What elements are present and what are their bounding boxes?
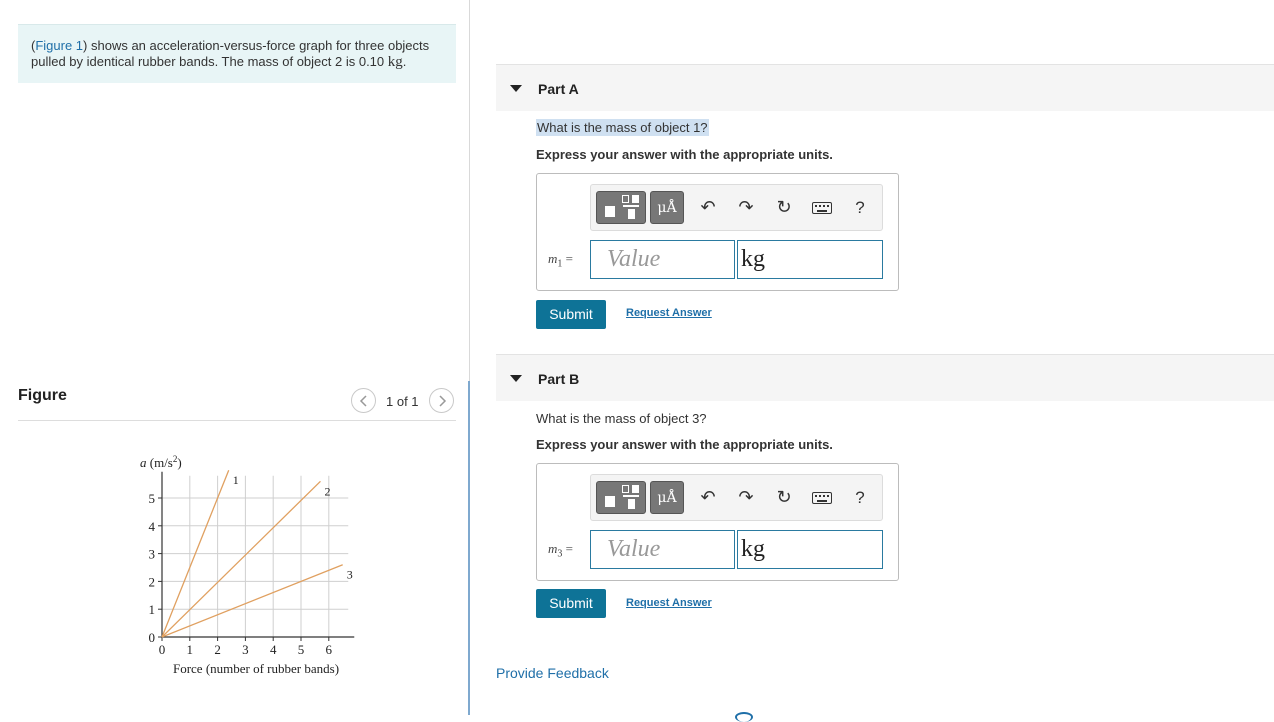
variable-label: $m_3$ =	[548, 541, 573, 560]
templates-button[interactable]	[596, 191, 646, 224]
y-tick-label: 0	[148, 630, 155, 645]
request-answer-link[interactable]: Request Answer	[626, 307, 712, 319]
figure-1-link[interactable]: Figure 1	[35, 38, 84, 53]
x-tick-label: 6	[325, 642, 333, 657]
series-label-2: 2	[324, 484, 331, 499]
previous-figure-button[interactable]	[351, 388, 376, 413]
x-tick-label: 0	[158, 642, 166, 657]
acceleration-force-chart	[130, 448, 360, 683]
redo-icon[interactable]: ↷	[738, 197, 754, 218]
figure-count: 1 of 1	[386, 394, 419, 409]
y-tick-label: 4	[148, 518, 155, 534]
x-tick-label: 2	[214, 642, 221, 657]
provide-feedback-link[interactable]: Provide Feedback	[496, 665, 609, 681]
paren-open: (	[31, 38, 36, 53]
reset-icon[interactable]: ↻	[776, 197, 792, 218]
part-a-question-text: What is the mass of object 1?	[537, 120, 708, 135]
undo-icon[interactable]: ↶	[700, 197, 716, 218]
request-answer-link[interactable]: Request Answer	[626, 597, 712, 609]
part-a-instruction: Express your answer with the appropriate units.	[536, 147, 833, 162]
redo-icon[interactable]: ↷	[738, 487, 754, 508]
y-tick-label: 3	[148, 546, 155, 562]
left-panel	[0, 0, 470, 717]
x-tick-label: 3	[242, 642, 249, 657]
caret-down-icon	[510, 375, 522, 382]
figure-title: Figure	[18, 387, 67, 404]
unit-input[interactable]: kg	[737, 240, 883, 279]
y-axis-label: a $(m/s^2)$	[140, 454, 182, 470]
submit-button[interactable]: Submit	[536, 589, 606, 618]
keyboard-icon[interactable]	[808, 481, 836, 514]
mass-unit: kg	[387, 54, 403, 70]
part-b-instruction: Express your answer with the appropriate units.	[536, 437, 833, 452]
x-tick-label: 5	[297, 642, 305, 657]
part-b-header[interactable]	[496, 354, 1274, 401]
y-tick-label: 2	[148, 574, 155, 590]
chevron-left-icon	[359, 395, 369, 407]
units-symbols-button[interactable]: μÅ	[650, 191, 684, 224]
figure-divider	[18, 420, 456, 421]
submit-button[interactable]: Submit	[536, 300, 606, 329]
part-b-title: Part B	[538, 371, 580, 387]
keyboard-icon[interactable]	[808, 191, 836, 224]
part-b-answer-box	[536, 463, 899, 581]
value-input[interactable]: Value	[590, 240, 735, 279]
period: .	[402, 54, 407, 69]
part-a-title: Part A	[538, 81, 579, 97]
help-button[interactable]: ?	[855, 198, 865, 217]
reset-icon[interactable]: ↻	[776, 487, 792, 508]
part-a-header[interactable]	[496, 64, 1274, 111]
next-figure-button[interactable]	[429, 388, 454, 413]
panel-resize-handle[interactable]	[468, 381, 470, 715]
chart-ticks	[149, 491, 333, 657]
part-a-question	[536, 120, 709, 135]
x-tick-label: 4	[269, 642, 277, 657]
y-tick-label: 5	[148, 491, 155, 506]
chart-grid	[162, 476, 348, 637]
scroll-indicator	[735, 712, 753, 722]
part-a-answer-box	[536, 173, 899, 291]
series-line-3	[162, 565, 343, 637]
x-tick-label: 1	[186, 642, 194, 657]
caret-down-icon	[510, 85, 522, 92]
problem-text: ) shows an acceleration-versus-force graph for three objects pulled by identical rubber bands. The mass of object 2 is 0.10	[31, 38, 430, 69]
units-symbols-button[interactable]: μÅ	[650, 481, 684, 514]
part-b-question: What is the mass of object 3?	[536, 411, 707, 426]
chevron-right-icon	[437, 395, 447, 407]
help-button[interactable]: ?	[855, 488, 865, 507]
unit-input[interactable]: kg	[737, 530, 883, 569]
math-toolbar	[590, 184, 883, 231]
problem-statement	[18, 24, 456, 83]
math-toolbar	[590, 474, 883, 521]
variable-label: $m_1$ =	[548, 251, 573, 270]
templates-button[interactable]	[596, 481, 646, 514]
x-axis-label: Force (number of rubber bands)	[172, 661, 340, 676]
series-label-1: 1	[232, 473, 239, 488]
y-tick-label: 1	[148, 602, 155, 618]
series-line-2	[162, 481, 320, 637]
value-input[interactable]: Value	[590, 530, 735, 569]
series-label-3: 3	[346, 567, 353, 582]
undo-icon[interactable]: ↶	[700, 487, 716, 508]
